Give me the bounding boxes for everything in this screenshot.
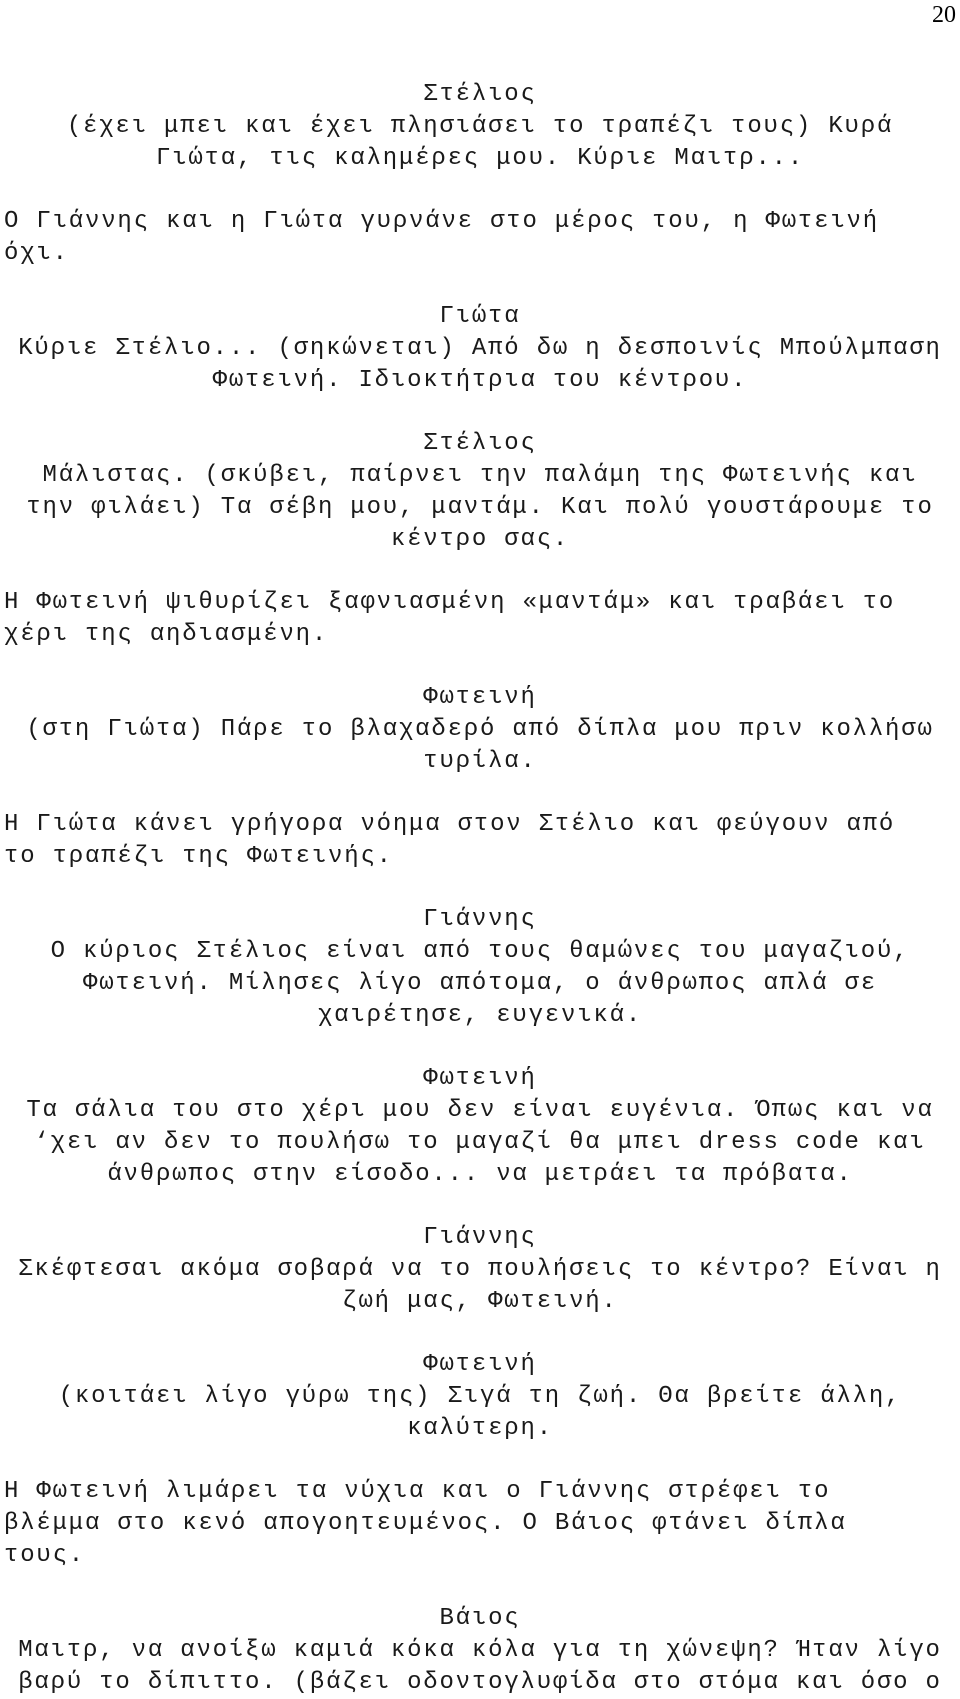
character-name: [4, 1349, 956, 1381]
dialogue-block: [4, 936, 956, 1032]
dialogue-line: Φωτεινή. Μίλησες λίγο απότομα, ο άνθρωπος απλά σε: [83, 970, 877, 997]
dialogue-line: (έχει μπει και έχει πλησιάσει το τραπέζι τους) Κυρά: [66, 113, 894, 140]
dialogue-block: [4, 1095, 956, 1191]
action-line: Η Φωτεινή ψιθυρίζει ξαφνιασμένη «μαντάμ» και τραβάει το: [4, 589, 896, 616]
action-block: [4, 206, 956, 270]
action-line: Ο Γιάννης και η Γιώτα γυρνάνε στο μέρος του, η Φωτεινή: [4, 208, 879, 235]
speaker-line: Βάιος: [439, 1605, 521, 1632]
action-line: το τραπέζι της Φωτεινής.: [4, 843, 393, 870]
dialogue-line: χαιρέτησε, ευγενικά.: [317, 1002, 643, 1029]
block-spacer: [4, 1572, 956, 1603]
dialogue-line: Τα σάλια του στο χέρι μου δεν είναι ευγένια. Όπως και να: [26, 1097, 934, 1124]
dialogue-line: ζωή μας, Φωτεινή.: [342, 1288, 618, 1315]
dialogue-line: Κύριε Στέλιο... (σηκώνεται) Από δω η δεσποινίς Μπούλμπαση: [18, 335, 942, 362]
dialogue-line: Ο κύριος Στέλιος είναι από τους θαμώνες του μαγαζιού,: [50, 938, 910, 965]
dialogue-line: άνθρωπος στην είσοδο... να μετράει τα πρόβατα.: [107, 1161, 853, 1188]
dialogue-line: (στη Γιώτα) Πάρε το βλαχαδερό από δίπλα μου πριν κολλήσω: [26, 716, 934, 743]
action-block: [4, 587, 956, 651]
dialogue-line: Μαιτρ, να ανοίξω καμιά κόκα κόλα για τη χώνεψη? Ήταν λίγο: [18, 1637, 942, 1664]
dialogue-block: [4, 1381, 956, 1445]
dialogue-line: ‘χει αν δεν το πουλήσω το μαγαζί θα μπει dress code και: [34, 1129, 926, 1156]
speaker-line: Γιάννης: [423, 1224, 537, 1251]
action-line: Η Γιώτα κάνει γρήγορα νόημα στον Στέλιο και φεύγουν από: [4, 811, 896, 838]
block-spacer: [4, 873, 956, 904]
speaker-line: Γιώτα: [439, 303, 521, 330]
action-line: τους.: [4, 1542, 86, 1569]
dialogue-block: [4, 333, 956, 397]
speaker-line: Γιάννης: [423, 906, 537, 933]
character-name: [4, 1222, 956, 1254]
block-spacer: [4, 1318, 956, 1349]
dialogue-line: Σκέφτεσαι ακόμα σοβαρά να το πουλήσεις το κέντρο? Είναι η: [18, 1256, 942, 1283]
dialogue-line: βαρύ το δίπιττο. (βάζει οδοντογλυφίδα στο στόμα και όσο ο: [18, 1669, 942, 1696]
block-spacer: [4, 175, 956, 206]
dialogue-block: [4, 460, 956, 556]
character-name: [4, 79, 956, 111]
action-block: [4, 1476, 956, 1572]
character-name: [4, 904, 956, 936]
character-name: [4, 428, 956, 460]
block-spacer: [4, 778, 956, 809]
character-name: [4, 1603, 956, 1635]
dialogue-line: την φιλάει) Τα σέβη μου, μαντάμ. Και πολύ γουστάρουμε το: [26, 494, 934, 521]
dialogue-block: [4, 111, 956, 175]
block-spacer: [4, 651, 956, 682]
block-spacer: [4, 1032, 956, 1063]
dialogue-line: Μάλιστας. (σκύβει, παίρνει την παλάμη της Φωτεινής και: [42, 462, 918, 489]
block-spacer: [4, 1445, 956, 1476]
dialogue-block: [4, 1254, 956, 1318]
action-line: βλέμμα στο κενό απογοητευμένος. Ο Βάιος φτάνει δίπλα: [4, 1510, 847, 1537]
speaker-line: Στέλιος: [423, 81, 537, 108]
dialogue-line: (κοιτάει λίγο γύρω της) Σιγά τη ζωή. Θα βρείτε άλλη,: [58, 1383, 902, 1410]
dialogue-line: καλύτερη.: [407, 1415, 553, 1442]
character-name: [4, 682, 956, 714]
dialogue-block: [4, 714, 956, 778]
action-line: χέρι της αηδιασμένη.: [4, 621, 329, 648]
speaker-line: Φωτεινή: [423, 684, 537, 711]
dialogue-block: [4, 1635, 956, 1699]
speaker-line: Φωτεινή: [423, 1351, 537, 1378]
speaker-line: Φωτεινή: [423, 1065, 537, 1092]
screenplay-content: [4, 79, 956, 1699]
block-spacer: [4, 397, 956, 428]
character-name: [4, 301, 956, 333]
block-spacer: [4, 270, 956, 301]
action-line: όχι.: [4, 240, 69, 267]
dialogue-line: Φωτεινή. Ιδιοκτήτρια του κέντρου.: [212, 367, 748, 394]
block-spacer: [4, 1191, 956, 1222]
page-number: 20: [932, 2, 956, 28]
dialogue-line: Γιώτα, τις καλημέρες μου. Κύριε Μαιτρ...: [155, 145, 805, 172]
character-name: [4, 1063, 956, 1095]
block-spacer: [4, 556, 956, 587]
dialogue-line: κέντρο σας.: [390, 526, 570, 553]
action-block: [4, 809, 956, 873]
action-line: Η Φωτεινή λιμάρει τα νύχια και ο Γιάννης στρέφει το: [4, 1478, 831, 1505]
speaker-line: Στέλιος: [423, 430, 537, 457]
dialogue-line: τυρίλα.: [423, 748, 537, 775]
